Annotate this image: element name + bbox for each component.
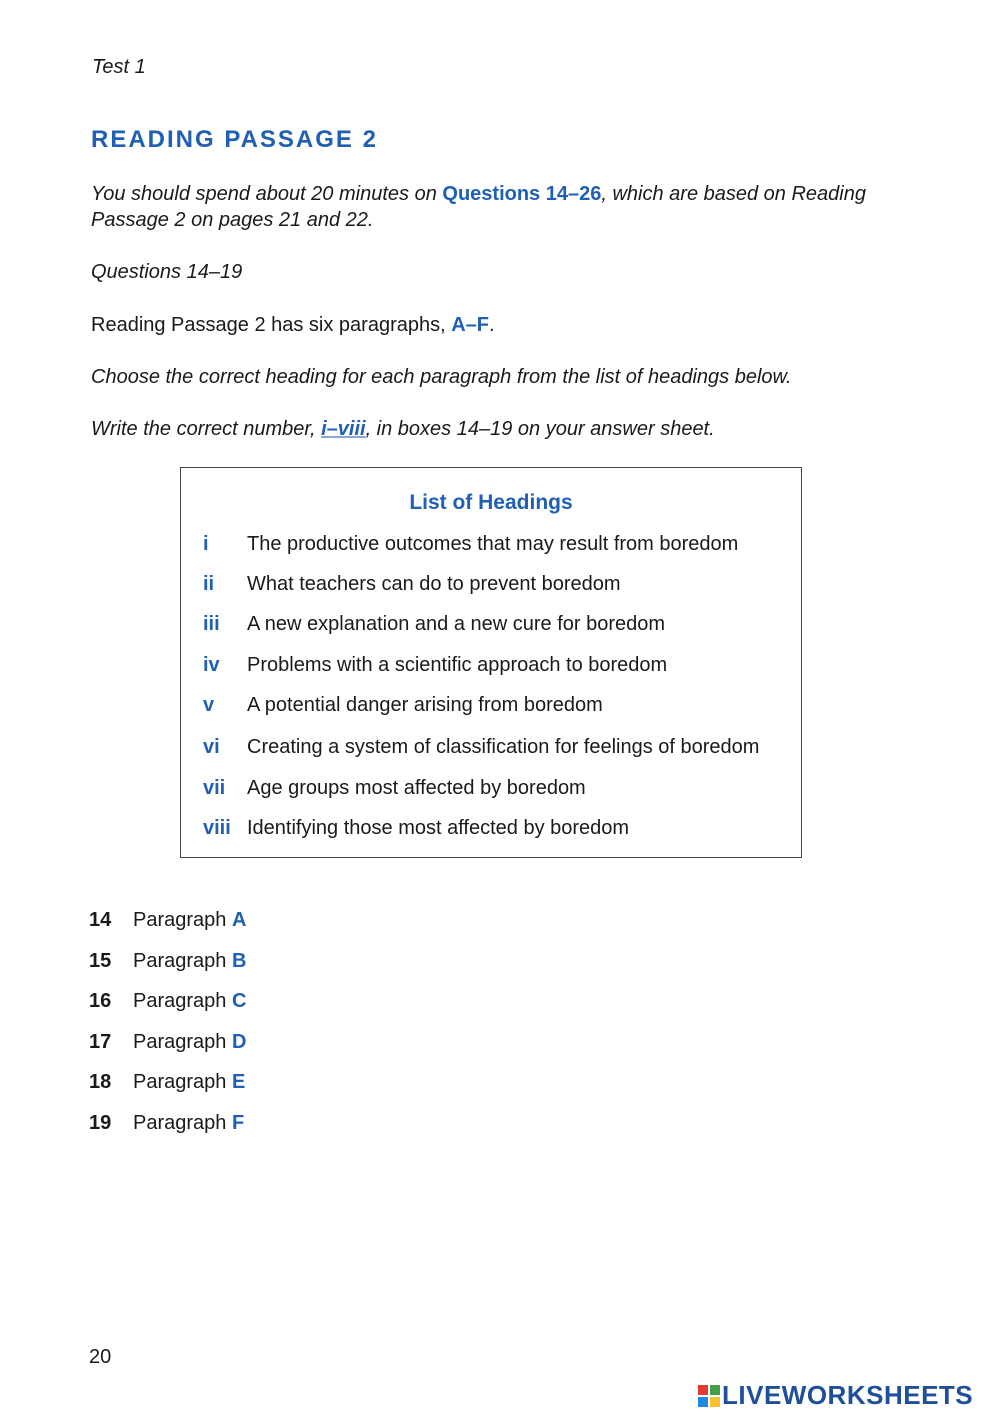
paragraph-range: A–F	[451, 314, 490, 336]
paragraph-letter: A	[231, 909, 247, 931]
question-number: 17	[89, 1031, 112, 1053]
question-label: Paragraph	[133, 1031, 232, 1053]
paragraph-info-text: Reading Passage 2 has six paragraphs,	[91, 314, 452, 336]
heading-number: vii	[203, 777, 226, 799]
question-row	[89, 1029, 246, 1055]
numeral-range: i–viii	[321, 418, 366, 440]
paragraph-letter: B	[231, 950, 247, 972]
paragraph-letter: D	[231, 1031, 247, 1053]
question-row	[89, 1069, 245, 1095]
heading-text: A potential danger arising from boredom	[247, 694, 603, 716]
heading-number: vi	[203, 736, 220, 758]
liveworksheets-watermark	[698, 1380, 973, 1411]
instruction-write-start: Write the correct number,	[91, 418, 322, 440]
heading-text: Creating a system of classification for feelings of boredom	[247, 736, 760, 758]
question-row	[89, 907, 246, 933]
question-label: Paragraph	[133, 1112, 232, 1134]
question-label: Paragraph	[133, 1071, 232, 1093]
paragraph-info-end: .	[489, 314, 495, 336]
intro-paragraph	[91, 181, 921, 233]
intro-text-end: , which are based on Reading Passage 2 on pages 21 and 22.	[91, 183, 866, 231]
question-label: Paragraph	[133, 950, 232, 972]
instruction-choose: Choose the correct heading for each paragraph from the list of headings below.	[91, 366, 792, 388]
heading-number: iv	[203, 654, 220, 676]
question-number: 15	[89, 950, 112, 972]
heading-text: What teachers can do to prevent boredom	[247, 573, 621, 595]
heading-number: ii	[203, 573, 215, 595]
heading-text: The productive outcomes that may result from boredom	[247, 533, 739, 555]
paragraph-info	[91, 312, 495, 338]
page-number: 20	[89, 1346, 112, 1368]
watermark-text: LIVEWORKSHEETS	[722, 1380, 974, 1410]
heading-text: Identifying those most affected by boredom	[247, 817, 630, 839]
paragraph-letter: E	[231, 1071, 246, 1093]
headings-box	[180, 467, 802, 858]
question-number: 18	[89, 1071, 112, 1093]
heading-text: Problems with a scientific approach to boredom	[247, 654, 668, 676]
questions-range-label: Questions 14–19	[91, 261, 243, 283]
heading-text: A new explanation and a new cure for boredom	[247, 613, 666, 635]
section-title: READING PASSAGE 2	[91, 126, 378, 153]
question-number: 14	[89, 909, 112, 931]
heading-number: i	[203, 533, 209, 555]
intro-text-start: You should spend about 20 minutes on	[91, 183, 443, 205]
heading-number: iii	[203, 613, 220, 635]
instruction-write	[91, 416, 715, 442]
question-number: 16	[89, 990, 112, 1012]
heading-text: Age groups most affected by boredom	[247, 777, 586, 799]
question-row	[89, 948, 246, 974]
test-label: Test 1	[92, 56, 146, 78]
question-label: Paragraph	[133, 990, 232, 1012]
question-row	[89, 1110, 244, 1136]
question-row	[89, 988, 246, 1014]
paragraph-letter: F	[231, 1112, 245, 1134]
question-label: Paragraph	[133, 909, 232, 931]
heading-number: viii	[203, 817, 231, 839]
headings-title: List of Headings	[409, 491, 573, 514]
question-number: 19	[89, 1112, 112, 1134]
heading-number: v	[203, 694, 215, 716]
instruction-write-end: , in boxes 14–19 on your answer sheet.	[365, 418, 715, 440]
paragraph-letter: C	[231, 990, 247, 1012]
liveworksheets-logo-icon	[698, 1385, 720, 1407]
questions-range-highlight: Questions 14–26	[442, 183, 602, 205]
